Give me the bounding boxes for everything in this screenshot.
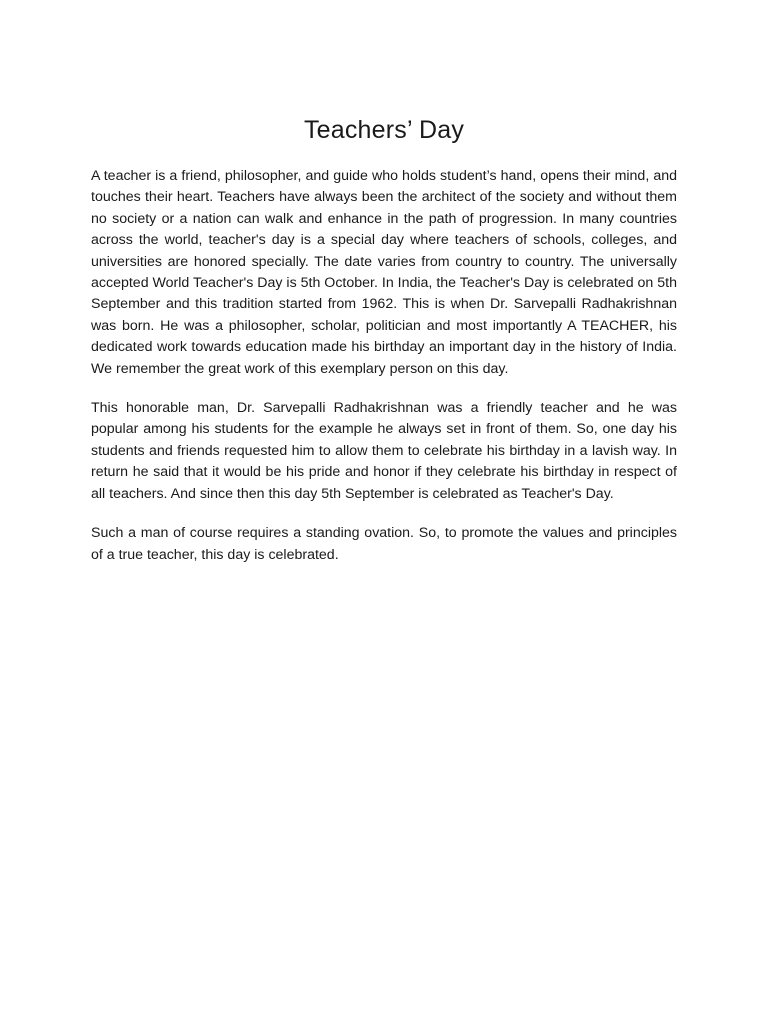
paragraph-3: Such a man of course requires a standing ovation. So, to promote the values and principles of a true teacher, this day is celebrated.	[91, 525, 677, 563]
paragraph-1: A teacher is a friend, philosopher, and guide who holds student’s hand, opens their mind, and touches their heart. Teachers have always been the architect of the society and without them no society or a nation can walk and enhance in the path of progression. In many countries across the world, teacher's day is a special day where teachers of schools, colleges, and universities are honored specially. The date varies from country to country. The universally accepted World Teacher's Day is 5th October. In India, the Teacher's Day is celebrated on 5th September and this tradition started from 1962. This is when Dr. Sarvepalli Radhakrishnan was born. He was a philosopher, scholar, politician and most importantly A TEACHER, his dedicated work towards education made his birthday an important day in the history of India. We remember the great work of this exemplary person on this day.	[91, 168, 677, 377]
document-title: Teachers’ Day	[303, 116, 465, 144]
document-body	[91, 166, 677, 584]
paragraph-2: This honorable man, Dr. Sarvepalli Radhakrishnan was a friendly teacher and he was popular among his students for the example he always set in front of them. So, one day his students and friends requested him to allow them to celebrate his birthday in a lavish way. In return he said that it would be his pride and honor if they celebrate his birthday in respect of all teachers. And since then this day 5th September is celebrated as Teacher's Day.	[91, 400, 677, 502]
